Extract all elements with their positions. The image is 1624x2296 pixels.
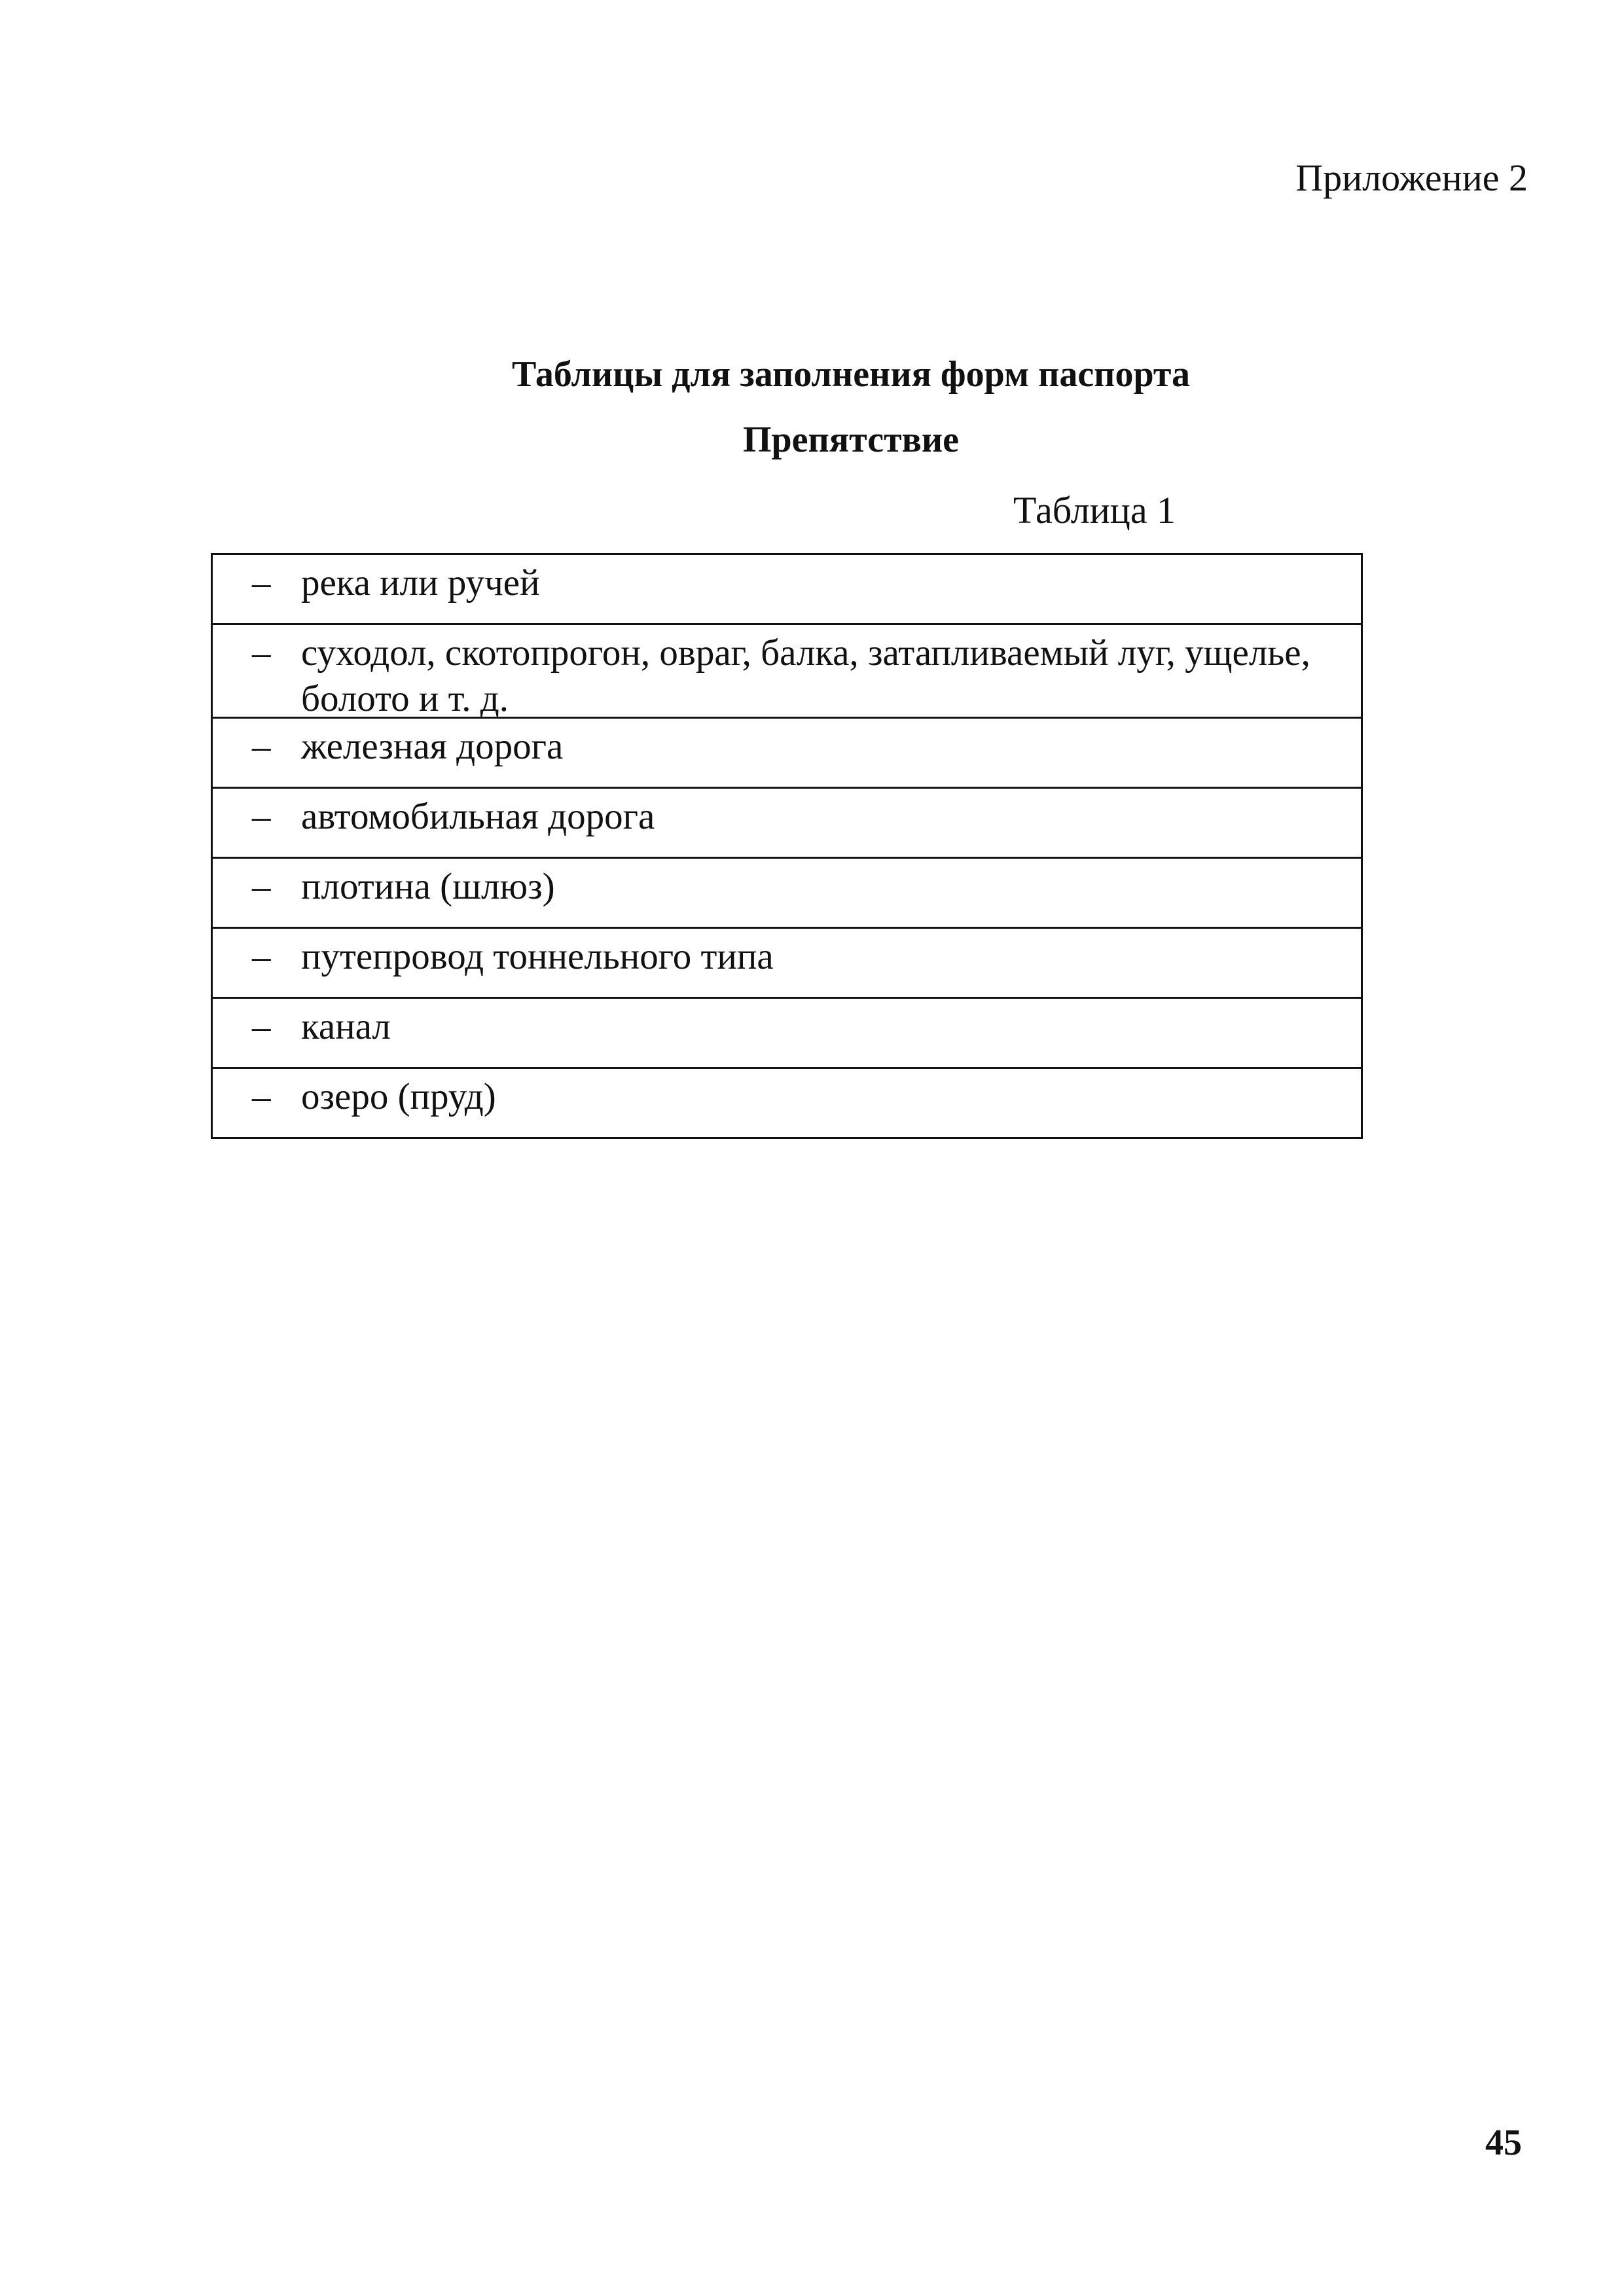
- dash-bullet: –: [252, 1006, 271, 1047]
- dash-bullet: –: [252, 632, 271, 673]
- table-cell: [212, 928, 1362, 998]
- document-title: Таблицы для заполнения форм паспорта: [511, 354, 1191, 395]
- dash-bullet: –: [252, 936, 271, 977]
- obstacle-label: суходол, скотопрогон, овраг, балка, затапливаемый луг, ущелье, болото и т. д.: [301, 632, 1310, 719]
- table-row: [212, 788, 1362, 858]
- table-row: [212, 554, 1362, 624]
- table-caption: Таблица 1: [1013, 489, 1176, 531]
- dash-bullet: –: [252, 726, 271, 767]
- table-cell: [212, 858, 1362, 928]
- obstacle-label: автомобильная дорога: [301, 796, 655, 837]
- obstacle-table: [211, 553, 1363, 1139]
- table-row: [212, 928, 1362, 998]
- dash-bullet: –: [252, 562, 271, 603]
- dash-bullet: –: [252, 1076, 271, 1117]
- table-cell: [212, 624, 1362, 718]
- table-row: [212, 624, 1362, 718]
- dash-bullet: –: [252, 866, 271, 907]
- table-row: [212, 998, 1362, 1068]
- table-row: [212, 718, 1362, 788]
- table-cell: [212, 1068, 1362, 1138]
- table-row: [212, 1068, 1362, 1138]
- obstacle-label: река или ручей: [301, 562, 540, 603]
- page-number: 45: [1485, 2123, 1522, 2163]
- appendix-label: Приложение 2: [1295, 156, 1528, 199]
- dash-bullet: –: [252, 796, 271, 837]
- obstacle-label: плотина (шлюз): [301, 866, 555, 907]
- table-cell: [212, 998, 1362, 1068]
- table-cell: [212, 554, 1362, 624]
- obstacle-label: железная дорога: [301, 726, 564, 767]
- table-cell: [212, 788, 1362, 858]
- table-cell: [212, 718, 1362, 788]
- table-row: [212, 858, 1362, 928]
- obstacle-label: путепровод тоннельного типа: [301, 936, 774, 977]
- obstacle-label: канал: [301, 1006, 391, 1047]
- section-title: Препятствие: [742, 420, 960, 460]
- obstacle-label: озеро (пруд): [301, 1076, 496, 1117]
